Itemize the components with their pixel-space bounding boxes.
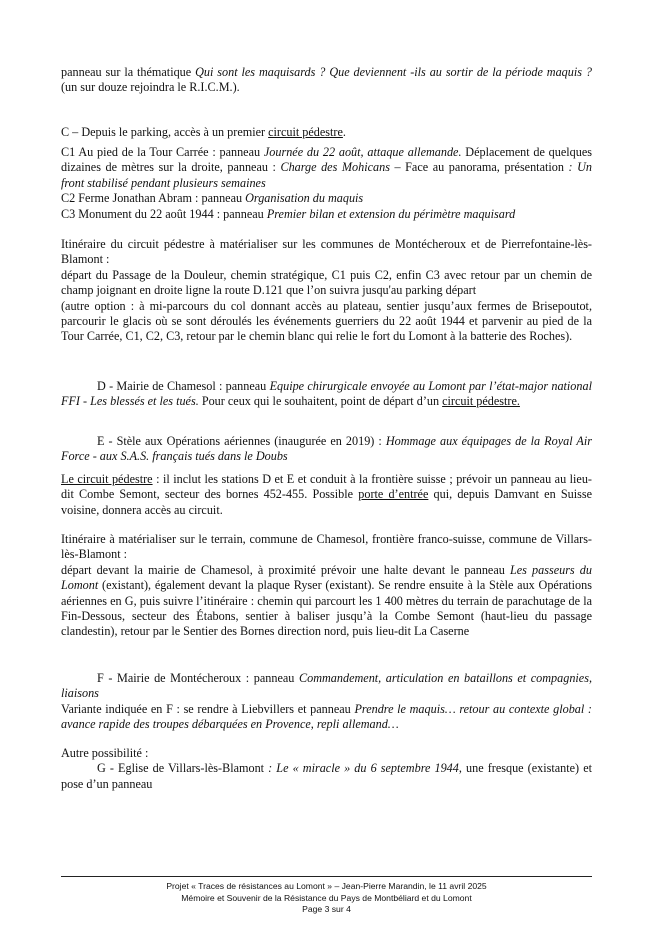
circuit-de-text: : il inclut les stations D et E et conduit à la frontière suisse ; prévoir un panneau au lieu-dit Combe Semont, secteur des bornes 452-455. Possible	[61, 472, 592, 502]
section-f-variant-title: Prendre le maquis… retour au contexte global : avance rapide des troupes débarquées en Provence, repli allemand…	[61, 701, 592, 732]
section-e-text: E - Stèle aux Opérations aériennes (inaugurée en 2019) :	[97, 434, 386, 448]
itinerary-c-route: départ du Passage de la Douleur, chemin stratégique, C1 puis C2, enfin C3 avec retour par un chemin de champ joignant en droite ligne la route D.121 que l’on suivra jusqu'au parking départ	[61, 267, 592, 298]
footer-divider	[61, 876, 592, 877]
itinerary-c-intro: Itinéraire du circuit pédestre à matérialiser sur les communes de Montécheroux et de Pierrefontaine-lès-Blamont :	[61, 237, 592, 267]
footer-organization-line: Mémoire et Souvenir de la Résistance du Pays de Montbéliard et du Lomont	[181, 892, 472, 903]
section-g-intro: Autre possibilité :	[61, 746, 149, 760]
section-d-text: D - Mairie de Chamesol : panneau	[97, 379, 270, 393]
section-f-panel-title: Commandement, articulation en bataillons et compagnies, liaisons	[61, 671, 593, 701]
intro-panel-title: Qui sont les maquisards ? Que deviennent -ils au sortir de la période maquis ?	[195, 65, 592, 79]
section-c-heading-end: .	[342, 125, 346, 139]
station-c2	[61, 191, 592, 206]
section-d-text-2: Pour ceux qui le souhaitent, point de départ d’un	[198, 394, 443, 409]
section-g-panel-title: : Le « miracle » du 6 septembre 1944	[264, 761, 459, 776]
footer-page-number: Page 3 sur 4	[302, 904, 351, 915]
itinerary-de-text: départ devant la mairie de Chamesol, à proximité prévoir une halte devant le panneau	[61, 562, 510, 577]
section-f	[61, 671, 592, 733]
itinerary-de-intro: Itinéraire à matérialiser sur le terrain, commune de Chamesol, frontière franco-suisse, commune de Villars-lès-Blamont :	[61, 532, 592, 562]
circuit-pedestre-link: circuit pédestre	[268, 125, 343, 139]
section-c-heading	[61, 125, 592, 140]
intro-paragraph	[61, 65, 592, 96]
section-d-circuit-link: circuit pédestre.	[442, 394, 520, 409]
intro-note: (un sur douze rejoindra le R.I.C.M.).	[61, 80, 240, 95]
section-d	[61, 379, 592, 410]
c1-text-2: Déplacement de quelques dizaines de mètres sur la droite, panneau :	[61, 145, 592, 175]
itinerary-c	[61, 237, 592, 345]
c3-panel-title: Premier bilan et extension du périmètre maquisard	[266, 206, 516, 221]
page-footer	[61, 881, 592, 916]
c2-text: C2 Ferme Jonathan Abram : panneau	[61, 191, 246, 206]
circuit-de-text-2: qui, depuis Damvant en Suisse voisine, donnera accès au circuit.	[61, 487, 592, 517]
intro-text: panneau sur la thématique	[61, 65, 196, 79]
itinerary-de	[61, 532, 592, 640]
itinerary-c-option: (autre option : à mi-parcours du col donnant accès au plateau, sentier jusqu’aux fermes de Brisepoutot, parcourir le glacis où se sont déroulés les événements guerriers du 22 août 1944 et parvenir au pied de la Tour Carrée, C1, C2, C3, retour par le chemin blanc qui relie le fort du Lomont à la batterie des Roches).	[61, 298, 592, 344]
section-e-panel-title: Hommage aux équipages de la Royal Air Force - aux S.A.S. français tués dans le Doubs	[61, 434, 593, 464]
station-c3	[61, 207, 592, 222]
footer-project-line: Projet « Traces de résistances au Lomont » – Jean-Pierre Marandin, le 11 avril 2025	[166, 881, 487, 891]
c2-panel-title: Organisation du maquis	[245, 191, 364, 206]
circuit-de-link: Le circuit pédestre	[61, 472, 153, 486]
c1-text: C1 Au pied de la Tour Carrée : panneau	[61, 145, 264, 159]
itinerary-de-text-2: (existant), également devant la plaque Ryser (existant). Se rendre ensuite à la Stèle aux Opérations aériennes en G, puis suivre l’itinéraire : chemin qui parcourt les 1 400 mètres du terrain de parachutage de la Fin-Dessous, secteur des Étabons, sentier à baliser jusqu’à la Combe Semont (haut-lieu du passage clandestin), retour par le Sentier des Bornes direction nord, puis lieu-dit La Caserne	[61, 578, 592, 639]
section-g-text: G - Eglise de Villars-lès-Blamont	[97, 761, 265, 776]
station-c1	[61, 145, 592, 191]
porte-entree-link: porte d’entrée	[358, 487, 429, 502]
c1-text-3: – Face au panorama, présentation	[389, 160, 569, 175]
itinerary-de-panel-title: Les passeurs du Lomont	[61, 562, 592, 593]
c3-text: C3 Monument du 22 août 1944 : panneau	[61, 206, 267, 221]
section-e	[61, 434, 592, 465]
section-f-variant: Variante indiquée en F : se rendre à Liebvillers et panneau	[61, 701, 355, 716]
section-g	[61, 746, 592, 792]
section-d-panel-title: Equipe chirurgicale envoyée au Lomont par l’état-major national FFI - Les blessés et les tués.	[61, 379, 592, 409]
circuit-de	[61, 472, 592, 518]
section-f-text: F - Mairie de Montécheroux : panneau	[97, 671, 299, 685]
c1-panel-title-2: Charge des Mohicans	[280, 160, 390, 175]
section-g-text-2: , une fresque (existante) et pose d’un panneau	[61, 761, 592, 791]
itinerary-de-route	[61, 563, 592, 640]
section-c-heading-text: C – Depuis le parking, accès à un premier	[61, 125, 269, 139]
c1-panel-title: Journée du 22 août, attaque allemande.	[263, 145, 462, 159]
c1-panel-title-3: : Un front stabilisé pendant plusieurs semaines	[61, 160, 592, 190]
section-c-stations	[61, 145, 592, 222]
